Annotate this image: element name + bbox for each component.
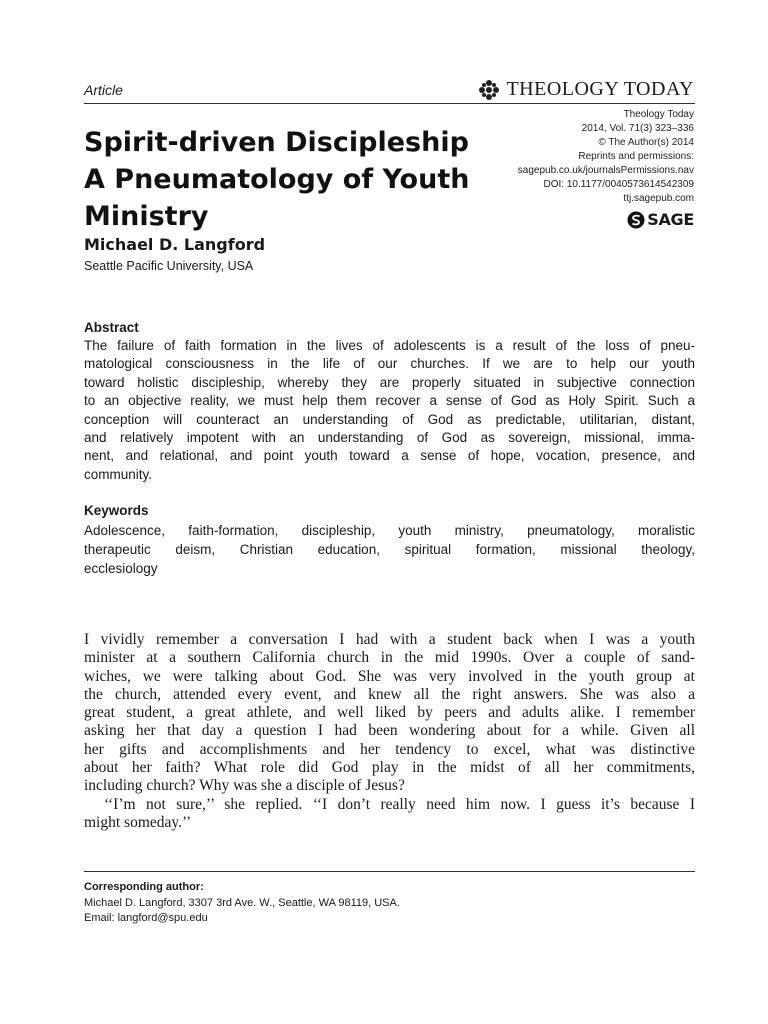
- meta-doi[interactable]: DOI: 10.1177/0040573614542309: [543, 179, 694, 190]
- title-line: Ministry: [84, 201, 209, 232]
- body-line: including church? Why was she a disciple of Jesus?: [84, 777, 405, 795]
- footnote-address: Michael D. Langford, 3307 3rd Ave. W., Seattle, WA 98119, USA.: [84, 896, 400, 909]
- meta-permissions-link[interactable]: sagepub.co.uk/journalsPermissions.nav: [517, 165, 694, 176]
- body-line: minister at a southern California church in the mid 1990s. Over a couple of sand-: [84, 649, 695, 667]
- abstract-line: matological consciousness in the life of our churches. If we are to help our youth: [84, 356, 695, 372]
- article-title: [84, 124, 484, 235]
- journal-name: THEOLOGY TODAY: [506, 78, 694, 100]
- abstract-line: The failure of faith formation in the lives of adolescents is a result of the loss of pneu-: [84, 338, 695, 353]
- footnote-email[interactable]: Email: langford@spu.edu: [84, 912, 208, 924]
- keywords-line: Adolescence, faith-formation, discipleship, youth ministry, pneumatology, moralistic: [84, 523, 695, 538]
- header-rule: [84, 103, 695, 104]
- body-text: [84, 631, 695, 832]
- meta-volume: 2014, Vol. 71(3) 323–336: [581, 123, 694, 134]
- footnote-heading: Corresponding author:: [84, 881, 204, 893]
- abstract-line: conception will counteract an understanding of God as predictable, utilitarian, distant,: [84, 411, 695, 427]
- keywords-line: therapeutic deism, Christian education, spiritual formation, missional theology,: [84, 542, 695, 557]
- abstract-line: nent, and relational, and point youth toward a sense of hope, vocation, presence, and: [84, 448, 695, 464]
- meta-journal-url[interactable]: ttj.sagepub.com: [623, 193, 694, 204]
- journal-brand: [478, 78, 694, 101]
- body-line: wiches, we were talking about God. She was very involved in the youth group at: [84, 667, 695, 685]
- abstract-line: community.: [84, 466, 153, 482]
- article-type-label: Article: [84, 82, 123, 98]
- corresponding-author-note: [84, 880, 400, 927]
- body-line: great student, a great athlete, and well liked by peers and adults alike. I remember: [84, 704, 695, 722]
- abstract-line: toward holistic discipleship, whereby they are properly situated in subjective connection: [84, 374, 695, 390]
- title-line: Spirit-driven Discipleship: [84, 127, 469, 158]
- footnote-rule: [84, 871, 695, 872]
- publisher-logo: [627, 210, 694, 229]
- journal-emblem-icon: [478, 79, 500, 101]
- meta-copyright: © The Author(s) 2014: [598, 137, 694, 148]
- author-name: Michael D. Langford: [84, 235, 266, 254]
- abstract-text: [84, 337, 695, 484]
- publisher-name: SAGE: [647, 210, 694, 229]
- title-line: A Pneumatology of Youth: [84, 164, 470, 195]
- body-line: might someday.’’: [84, 813, 192, 831]
- keywords-line: ecclesiology: [84, 561, 158, 576]
- body-line: the church, attended every event, and knew all the right answers. She was also a: [84, 685, 695, 703]
- author-affiliation: Seattle Pacific University, USA: [84, 259, 254, 273]
- body-line: about her faith? What role did God play in the midst of all her commitments,: [84, 759, 695, 777]
- publication-meta: [454, 108, 694, 206]
- abstract-heading: Abstract: [84, 320, 139, 335]
- keywords-heading: Keywords: [84, 503, 149, 518]
- body-line: ‘‘I’m not sure,’’ she replied. ‘‘I don’t really need him now. I guess it’s because I: [104, 795, 695, 813]
- abstract-line: to an objective reality, we must help them recover a sense of God as Holy Spirit. Such a: [84, 393, 695, 409]
- body-line: asking her that day a question I had been wondering about for a while. Given all: [84, 722, 695, 740]
- body-line: I vividly remember a conversation I had with a student back when I was a youth: [84, 631, 695, 648]
- abstract-line: and relatively impotent with an understanding of God as sovereign, missional, imma-: [84, 430, 695, 446]
- sage-emblem-icon: [627, 211, 645, 229]
- meta-journal: Theology Today: [623, 109, 694, 120]
- keywords-text: [84, 521, 695, 578]
- meta-reprints: Reprints and permissions:: [578, 151, 694, 162]
- body-line: her gifts and accomplishments and her tendency to excel, what was distinctive: [84, 740, 695, 758]
